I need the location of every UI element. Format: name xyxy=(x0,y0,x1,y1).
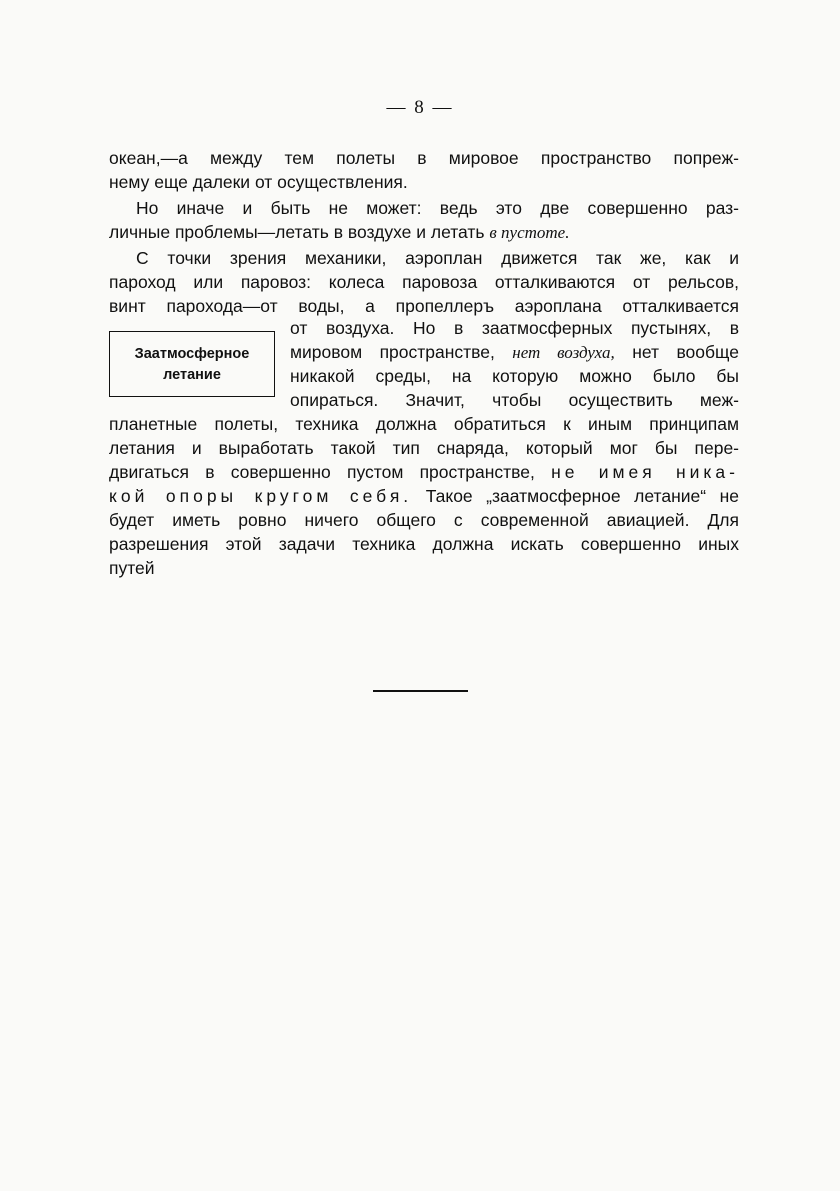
text-line xyxy=(109,484,739,508)
text-span: мировом пространстве, xyxy=(290,342,513,362)
italic-emphasis: нет воздуха, xyxy=(512,343,615,362)
text-span: Такое „заатмосферное летание“ не xyxy=(412,486,740,506)
text-line: летания и выработать такой тип снаряда, который мог бы пере- xyxy=(109,438,739,458)
text-line xyxy=(290,340,739,364)
text-line: опираться. Значит, чтобы осуществить меж- xyxy=(290,390,739,410)
italic-emphasis: в пустоте. xyxy=(489,223,570,242)
spaced-emphasis: не имея ника- xyxy=(551,462,739,482)
text-line: винт парохода—от воды, а пропеллеръ аэроплана отталкивается xyxy=(109,296,739,316)
text-span: двигаться в совершенно пустом пространстве, xyxy=(109,462,552,482)
text-line: С точки зрения механики, аэроплан движется так же, как и xyxy=(136,248,739,268)
text-line: пароход или паровоз: колеса паровоза отталкиваются от рельсов, xyxy=(109,272,739,292)
text-line: разрешения этой задачи техника должна искать совершенно иных xyxy=(109,534,739,554)
text-span: нет вообще xyxy=(614,342,739,362)
spaced-emphasis: кой опоры кругом себя. xyxy=(109,486,413,506)
margin-note-line: летание xyxy=(163,367,221,383)
body-text-bottom xyxy=(109,412,739,580)
body-text-wrapped xyxy=(290,316,739,412)
text-line: будет иметь ровно ничего общего с современной авиацией. Для xyxy=(109,510,739,530)
text-span: личные проблемы—летать в воздухе и летать xyxy=(109,222,490,242)
section-end-rule xyxy=(373,690,468,692)
body-text-top xyxy=(109,146,739,318)
text-line: Но иначе и быть не может: ведь это две совершенно раз- xyxy=(136,198,739,218)
text-line: планетные полеты, техника должна обратиться к иным принципам xyxy=(109,414,739,434)
text-line: нему еще далеки от осуществления. xyxy=(109,172,408,192)
text-line: путей xyxy=(109,558,155,578)
margin-note-line: Заатмосферное xyxy=(134,346,250,362)
margin-note-box xyxy=(109,331,275,397)
text-line xyxy=(109,220,739,244)
text-line: океан,—а между тем полеты в мировое пространство попреж- xyxy=(109,148,739,168)
text-line xyxy=(109,460,739,484)
text-line: от воздуха. Но в заатмосферных пустынях, в xyxy=(290,318,739,338)
page-number: — 8 — xyxy=(386,97,454,118)
text-line: никакой среды, на которую можно было бы xyxy=(290,366,739,386)
